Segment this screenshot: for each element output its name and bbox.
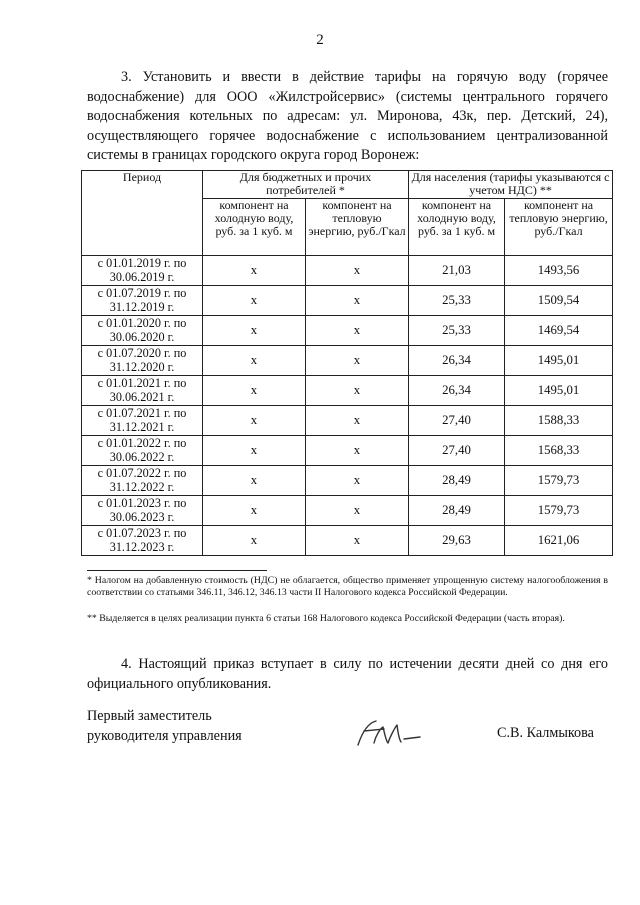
row-budget-cold: х	[203, 256, 306, 286]
row-population-heat: 1509,54	[505, 286, 613, 316]
row-population-cold: 27,40	[409, 436, 505, 466]
row-budget-heat: х	[306, 286, 409, 316]
table-row	[82, 466, 613, 496]
row-population-cold: 25,33	[409, 286, 505, 316]
row-budget-heat: х	[306, 406, 409, 436]
row-budget-cold: х	[203, 346, 306, 376]
table-row	[82, 256, 613, 286]
row-budget-cold: х	[203, 286, 306, 316]
row-population-heat: 1588,33	[505, 406, 613, 436]
row-population-cold: 29,63	[409, 526, 505, 556]
signatory-title-line1: Первый заместитель	[87, 708, 212, 724]
page-number: 2	[316, 32, 324, 48]
table-row	[82, 346, 613, 376]
signatory-name: С.В. Калмыкова	[497, 725, 594, 741]
row-period: с 01.01.2022 г. по 30.06.2022 г.	[82, 436, 203, 466]
row-budget-cold: х	[203, 316, 306, 346]
row-period: с 01.07.2023 г. по 31.12.2023 г.	[82, 526, 203, 556]
row-population-cold: 26,34	[409, 376, 505, 406]
table-row	[82, 376, 613, 406]
footnote-vat-allocation: ** Выделяется в целях реализации пункта 6 статьи 168 Налогового кодекса Российской Федерации (часть вторая).	[87, 613, 565, 624]
row-population-cold: 28,49	[409, 466, 505, 496]
row-budget-heat: х	[306, 436, 409, 466]
row-population-cold: 26,34	[409, 346, 505, 376]
row-population-heat: 1579,73	[505, 496, 613, 526]
row-period: с 01.01.2021 г. по 30.06.2021 г.	[82, 376, 203, 406]
row-population-heat: 1579,73	[505, 466, 613, 496]
row-budget-cold: х	[203, 376, 306, 406]
table-row	[82, 406, 613, 436]
row-population-cold: 21,03	[409, 256, 505, 286]
row-population-heat: 1495,01	[505, 376, 613, 406]
footnote-divider	[87, 570, 267, 571]
header-period: Период	[82, 171, 203, 256]
footnote-vat-exempt: * Налогом на добавленную стоимость (НДС) не облагается, общество применяет упрощенную систему налогообложения в соответствии со статьями 346.11, 346.12, 346.13 части II Налогового кодекса Российской Федерации.	[87, 575, 608, 599]
subheader-budget-heat-energy: компонент на тепловую энергию, руб./Гкал	[306, 199, 409, 256]
row-budget-heat: х	[306, 316, 409, 346]
table-row	[82, 436, 613, 466]
row-population-heat: 1568,33	[505, 436, 613, 466]
row-budget-heat: х	[306, 496, 409, 526]
row-budget-heat: х	[306, 346, 409, 376]
row-population-cold: 28,49	[409, 496, 505, 526]
row-budget-heat: х	[306, 376, 409, 406]
row-population-heat: 1621,06	[505, 526, 613, 556]
subheader-budget-cold-water: компонент на холодную воду, руб. за 1 куб. м	[203, 199, 306, 256]
row-period: с 01.01.2023 г. по 30.06.2023 г.	[82, 496, 203, 526]
row-period: с 01.01.2019 г. по 30.06.2019 г.	[82, 256, 203, 286]
row-period: с 01.07.2020 г. по 31.12.2020 г.	[82, 346, 203, 376]
row-budget-cold: х	[203, 436, 306, 466]
clause-4-paragraph: 4. Настоящий приказ вступает в силу по истечении десяти дней со дня его официального опубликования.	[87, 656, 608, 692]
header-population: Для населения (тарифы указываются с учетом НДС) **	[409, 171, 613, 199]
header-budget-consumers: Для бюджетных и прочих потребителей *	[203, 171, 409, 199]
subheader-population-cold-water: компонент на холодную воду, руб. за 1 куб. м	[409, 199, 505, 256]
row-population-heat: 1469,54	[505, 316, 613, 346]
table-row	[82, 286, 613, 316]
row-population-cold: 27,40	[409, 406, 505, 436]
clause-3-paragraph: 3. Установить и ввести в действие тарифы на горячую воду (горячее водоснабжение) для ООО «Жилстройсервис» (системы центрального горячего водоснабжения котельных по адресам: ул. Миронова, 43к, пер. Детский, 24), осуществляющего горячее водоснабжение с использованием централизованной системы в границах городского округа город Воронеж:	[87, 69, 608, 164]
row-period: с 01.07.2022 г. по 31.12.2022 г.	[82, 466, 203, 496]
row-population-heat: 1493,56	[505, 256, 613, 286]
subheader-population-heat-energy: компонент на тепловую энергию, руб./Гкал	[505, 199, 613, 256]
row-population-cold: 25,33	[409, 316, 505, 346]
table-row	[82, 496, 613, 526]
row-budget-cold: х	[203, 406, 306, 436]
table-row	[82, 526, 613, 556]
row-budget-heat: х	[306, 526, 409, 556]
signatory-title	[87, 706, 242, 746]
row-budget-heat: х	[306, 256, 409, 286]
row-population-heat: 1495,01	[505, 346, 613, 376]
row-period: с 01.01.2020 г. по 30.06.2020 г.	[82, 316, 203, 346]
row-budget-cold: х	[203, 526, 306, 556]
tariff-table	[81, 170, 613, 556]
row-period: с 01.07.2019 г. по 31.12.2019 г.	[82, 286, 203, 316]
row-budget-cold: х	[203, 496, 306, 526]
row-budget-heat: х	[306, 466, 409, 496]
handwritten-signature	[350, 715, 425, 755]
row-budget-cold: х	[203, 466, 306, 496]
row-period: с 01.07.2021 г. по 31.12.2021 г.	[82, 406, 203, 436]
table-row	[82, 316, 613, 346]
signatory-title-line2: руководителя управления	[87, 728, 242, 744]
